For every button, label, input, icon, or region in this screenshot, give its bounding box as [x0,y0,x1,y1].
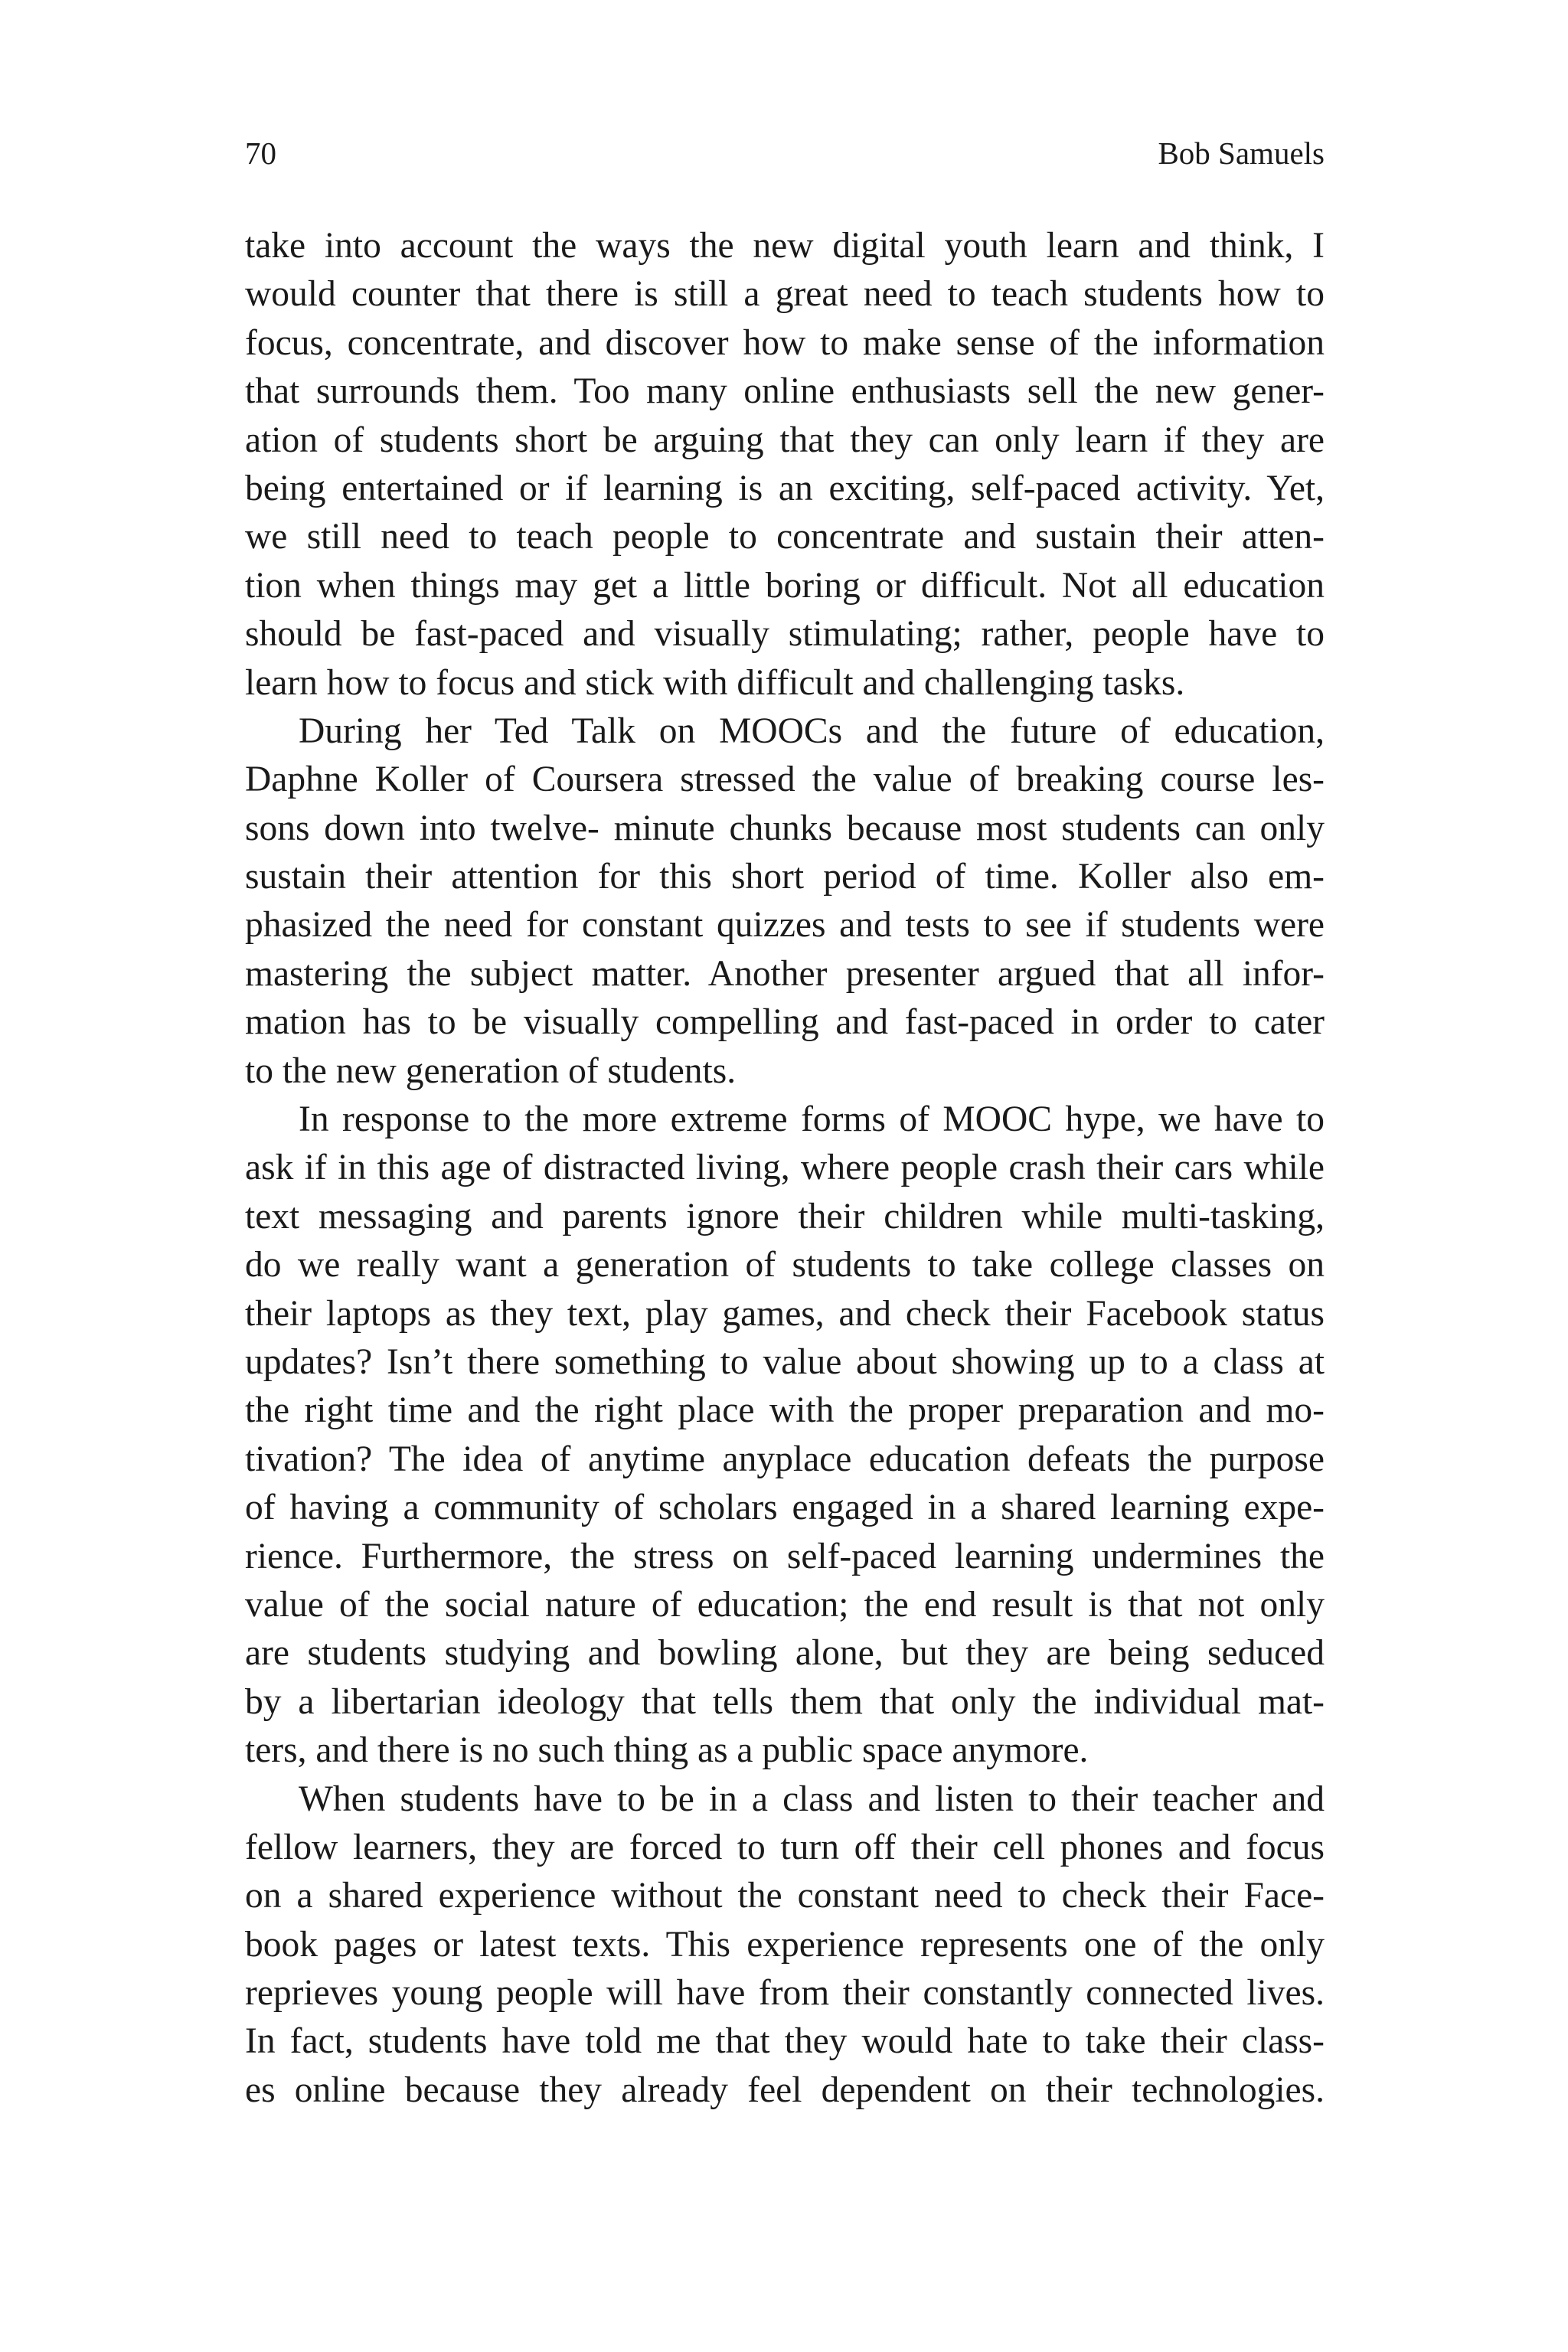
text-line: sons down into twelve- minute chunks because most students can only [245,808,1325,848]
text-line: text messaging and parents ignore their children while multi-tasking, [245,1196,1325,1236]
text-line: phasized the need for constant quizzes and tests to see if students were [245,905,1325,946]
text-line: rience. Furthermore, the stress on self-paced learning undermines the [245,1536,1325,1576]
page-number: 70 [245,136,276,171]
text-line: tion when things may get a little boring or difficult. Not all education [245,565,1325,606]
text-line: book pages or latest texts. This experience represents one of the only [245,1924,1325,1965]
running-head-author: Bob Samuels [1158,136,1325,171]
text-line: are students studying and bowling alone, but they are being seduced [245,1633,1325,1674]
text-line: mation has to be visually compelling and fast-paced in order to cater [245,1002,1325,1043]
text-line: When students have to be in a class and listen to their teacher and [299,1779,1325,1819]
text-line: to the new generation of students. [245,1050,737,1091]
text-line: by a libertarian ideology that tells them that only the individual mat- [245,1681,1325,1722]
text-line: ation of students short be arguing that they can only learn if they are [245,420,1325,460]
text-line: tivation? The idea of anytime anyplace education defeats the purpose [245,1439,1325,1479]
text-line: value of the social nature of education; the end result is that not only [245,1584,1325,1625]
text-line: of having a community of scholars engaged in a shared learning expe- [245,1488,1325,1528]
text-line: ask if in this age of distracted living, where people crash their cars while [245,1148,1325,1188]
text-line: do we really want a generation of students to take college classes on [245,1245,1325,1285]
body-text [245,222,1325,2115]
text-line: being entertained or if learning is an exciting, self-paced activity. Yet, [245,468,1325,508]
text-line: In response to the more extreme forms of MOOC hype, we have to [299,1099,1325,1140]
text-line: focus, concentrate, and discover how to make sense of the information [245,322,1325,363]
text-line: their laptops as they text, play games, and check their Facebook status [245,1293,1325,1334]
text-line: the right time and the right place with the proper preparation and mo- [245,1390,1325,1431]
text-line: on a shared experience without the constant need to check their Face- [245,1876,1325,1916]
text-line: During her Ted Talk on MOOCs and the future of education, [299,710,1325,751]
text-line: learn how to focus and stick with difficult and challenging tasks. [245,662,1185,703]
text-line: we still need to teach people to concentrate and sustain their atten- [245,517,1325,557]
text-line: mastering the subject matter. Another presenter argued that all infor- [245,953,1325,994]
text-line: Daphne Koller of Coursera stressed the value of breaking course les- [245,760,1325,800]
text-line: updates? Isn’t there something to value about showing up to a class at [245,1341,1325,1382]
text-line: sustain their attention for this short period of time. Koller also em- [245,857,1325,897]
text-line: es online because they already feel dependent on their technologies. [245,2069,1325,2110]
text-line: fellow learners, they are forced to turn off their cell phones and focus [245,1827,1325,1867]
text-line: should be fast-paced and visually stimulating; rather, people have to [245,614,1325,655]
text-line: take into account the ways the new digital youth learn and think, I [245,226,1325,266]
text-line: In fact, students have told me that they would hate to take their class- [245,2021,1325,2062]
text-line: that surrounds them. Too many online enthusiasts sell the new gener- [245,371,1325,412]
text-line: would counter that there is still a great need to teach students how to [245,274,1325,315]
text-line: reprieves young people will have from their constantly connected lives. [245,1973,1325,2014]
running-head [245,130,1325,176]
text-line: ters, and there is no such thing as a public space anymore. [245,1730,1089,1771]
